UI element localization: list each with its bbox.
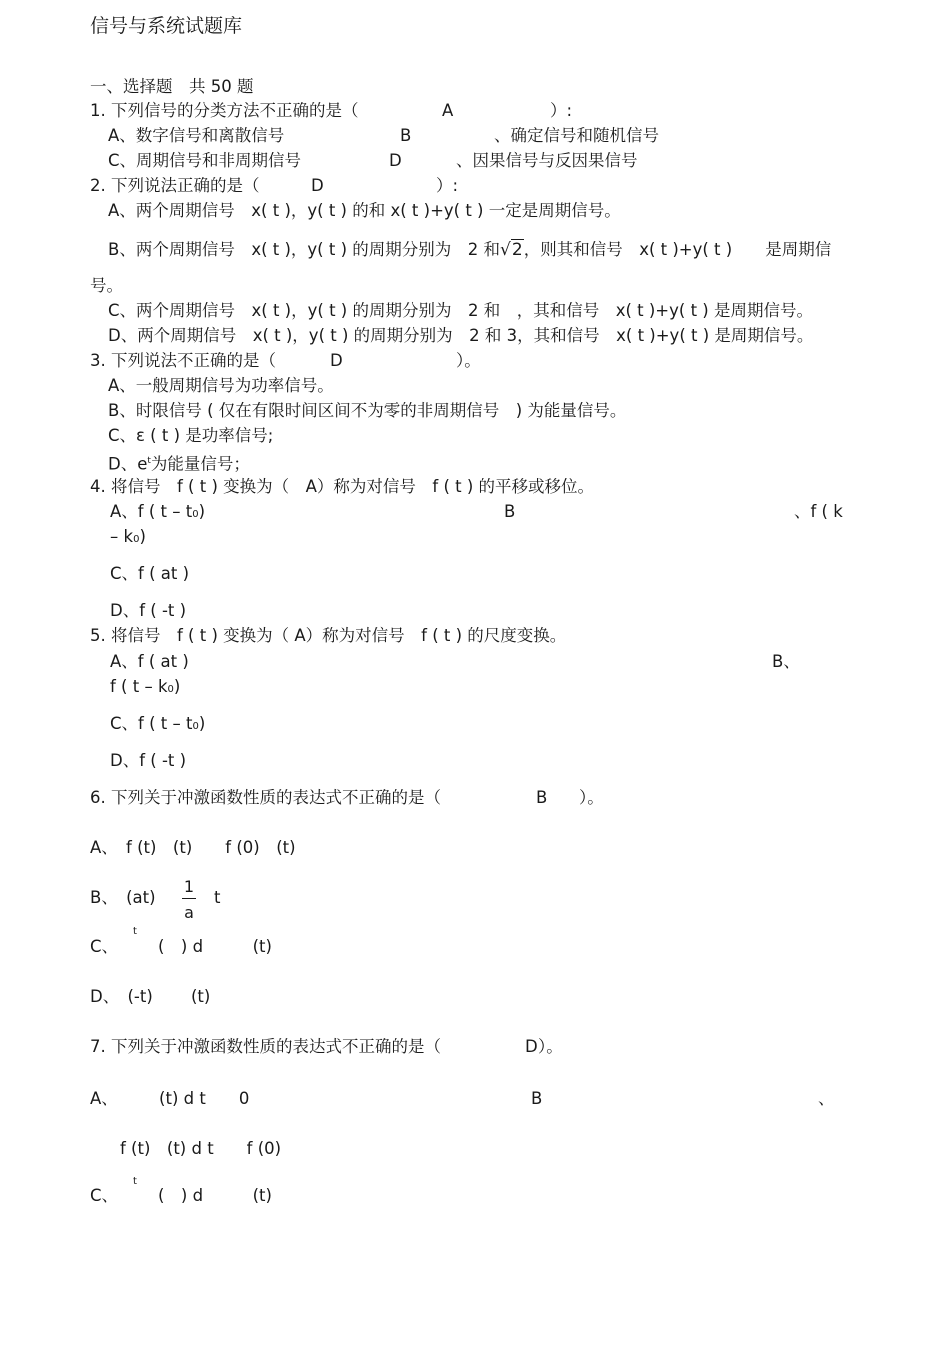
q4-option-a-pre: A、f ( t – t: [110, 502, 193, 521]
q4-option-b-cont-pre: – k: [110, 527, 134, 546]
q4-stem: 4. 将信号 f ( t ) 变换为（ A）称为对信号 f ( t ) 的平移或移位。: [90, 477, 595, 496]
q3-option-c: C、ε ( t ) 是功率信号;: [108, 426, 274, 445]
q5-option-b-cont-post: ): [173, 677, 181, 696]
q4-option-d: D、f ( -t ): [110, 601, 187, 620]
q3-option-d-pre: D、e: [108, 454, 148, 474]
q2-stem: 2. 下列说法正确的是（: [90, 176, 260, 195]
q5-option-c: [110, 714, 205, 737]
q6-option-c-sup: t: [133, 926, 137, 937]
q7-option-c-sup: t: [133, 1176, 137, 1187]
q6-option-b-numerator: 1: [183, 877, 195, 896]
q1-option-b-text: 、确定信号和随机信号: [494, 126, 659, 145]
q7-option-b-letter: B: [531, 1089, 543, 1108]
q7-stem: 7. 下列关于冲激函数性质的表达式不正确的是（: [90, 1037, 441, 1056]
q4-option-a-post: ): [198, 502, 206, 521]
q2-option-b: [108, 240, 831, 260]
q2-option-b-post: ，则其和信号 x( t )+y( t ) 是周期信: [523, 240, 832, 259]
section-heading: 一、选择题 共 50 题: [90, 77, 254, 96]
q6-option-d: D、 (-t) (t): [90, 987, 211, 1006]
q6-option-c-body: ( ) d (t): [158, 937, 272, 956]
q7-answer: D: [525, 1037, 538, 1056]
q3-option-d-sup: t: [147, 456, 151, 466]
q2-option-a: A、两个周期信号 x( t )，y( t ) 的和 x( t )+y( t ) 一定是周期信号。: [108, 201, 621, 220]
q7-option-b-tail: 、: [818, 1089, 835, 1108]
q7-option-c-label: C、: [90, 1186, 119, 1205]
q3-option-d-post: 为能量信号；: [150, 454, 250, 474]
q5-option-c-sub: 0: [192, 721, 199, 732]
q2-option-c: C、两个周期信号 x( t )，y( t ) 的周期分别为 2 和 ，其和信号 x( t )+y( t ) 是周期信号。: [108, 301, 813, 320]
q1-option-a: A、数字信号和离散信号: [108, 126, 285, 145]
q4-option-b-letter: B: [504, 502, 516, 521]
q3-close: ）。: [456, 351, 481, 370]
document-title: 信号与系统试题库: [90, 15, 243, 37]
q5-option-b-continued: [110, 677, 180, 700]
q4-option-b-cont-post: ): [139, 527, 146, 546]
q6-option-b-pre: B、 (at): [90, 888, 156, 907]
q1-option-d-text: 、因果信号与反因果信号: [456, 151, 638, 170]
q3-option-b: B、时限信号 ( 仅在有限时间区间不为零的非周期信号 ) 为能量信号。: [108, 401, 627, 420]
q6-close: ）。: [579, 788, 604, 807]
q6-option-c-label: C、: [90, 937, 119, 956]
q4-option-b-cont-sub: 0: [133, 534, 140, 545]
q3-option-d: [108, 451, 250, 475]
q7-option-a: A、 (t) d t 0: [90, 1089, 250, 1108]
q1-stem: 1. 下列信号的分类方法不正确的是（: [90, 101, 359, 120]
q5-stem: 5. 将信号 f ( t ) 变换为（ A）称为对信号 f ( t ) 的尺度变换。: [90, 626, 567, 645]
q6-answer: B: [536, 788, 548, 807]
q5-option-c-pre: C、f ( t – t: [110, 714, 193, 733]
q3-stem: 3. 下列说法不正确的是（: [90, 351, 276, 370]
q2-close: ）:: [436, 176, 459, 195]
q2-option-d: D、两个周期信号 x( t )，y( t ) 的周期分别为 2 和 3，其和信号 x( t )+y( t ) 是周期信号。: [108, 326, 814, 345]
q6-option-a: A、 f (t) (t) f (0) (t): [90, 838, 296, 857]
q1-answer: A: [442, 101, 454, 120]
q5-option-b-cont-sub: 0: [167, 684, 174, 695]
q4-option-c: C、f ( at ): [110, 564, 190, 583]
q3-answer: D: [330, 351, 343, 370]
q2-option-b-pre: B、两个周期信号 x( t )，y( t ) 的周期分别为 2 和: [108, 240, 501, 259]
q1-option-c: C、周期信号和非周期信号: [108, 151, 302, 170]
q7-option-c-body: ( ) d (t): [158, 1186, 272, 1205]
q6-option-b-denominator: a: [184, 903, 194, 922]
q7-close: ）。: [538, 1037, 563, 1056]
sqrt-symbol: √2: [500, 240, 523, 260]
q1-close: ）:: [550, 101, 573, 120]
q2-option-b-sqrt: 2: [511, 240, 523, 260]
q1-option-d-letter: D: [389, 151, 402, 170]
q5-option-b-cont-pre: f ( t – k: [110, 677, 168, 696]
q2-option-b-continued: 号。: [90, 276, 123, 295]
q5-option-c-post: ): [198, 714, 206, 733]
q3-option-a: A、一般周期信号为功率信号。: [108, 376, 334, 395]
fraction-bar: [182, 898, 196, 899]
q6-stem: 6. 下列关于冲激函数性质的表达式不正确的是（: [90, 788, 441, 807]
q4-option-b-text: 、f ( k: [794, 502, 843, 521]
q4-option-b-continued: [110, 527, 146, 550]
q4-option-a: [110, 502, 205, 525]
q1-option-b-letter: B: [400, 126, 412, 145]
q7-option-b-continued: f (t) (t) d t f (0): [120, 1139, 282, 1158]
q5-option-a: A、f ( at ): [110, 652, 189, 671]
q2-answer: D: [311, 176, 324, 195]
q4-option-a-sub: 0: [192, 509, 199, 520]
q5-option-b-letter: B、: [772, 652, 800, 671]
q6-option-b-post: t: [214, 888, 221, 907]
q5-option-d: D、f ( -t ): [110, 751, 187, 770]
